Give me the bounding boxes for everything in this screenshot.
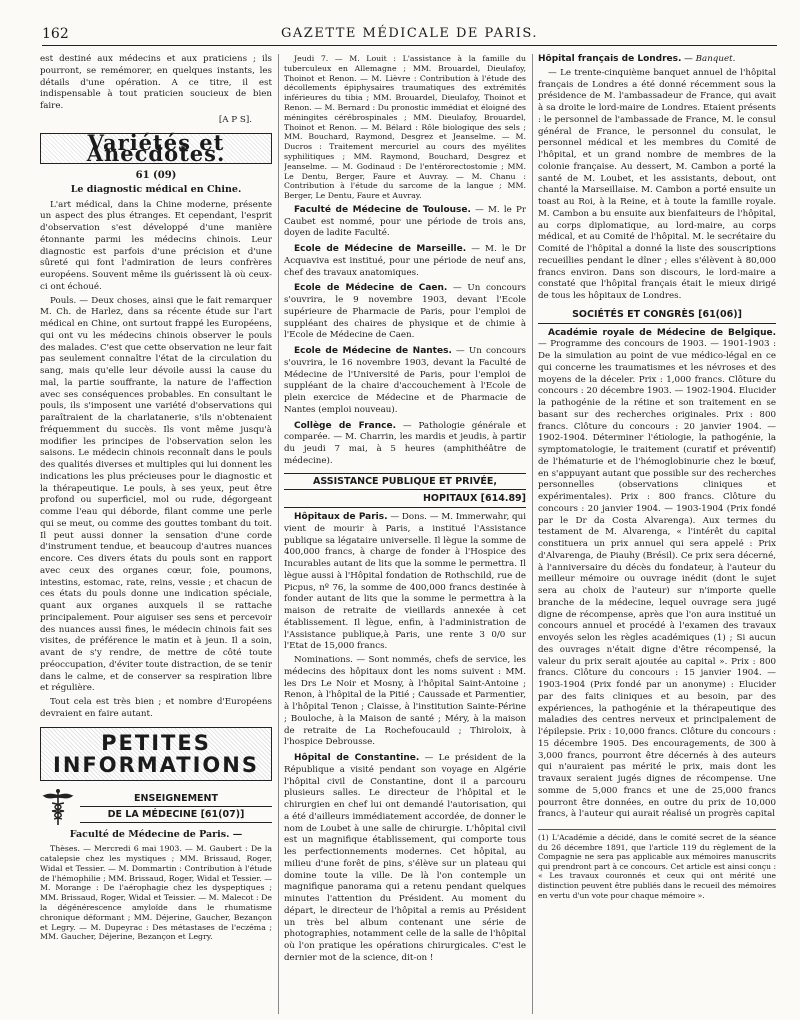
news-text: — Un concours s'ouvrira, le 16 novembre 1903, devant la Faculté de Médecine de l'Université de Paris, pour l'emploi de suppléant de la chaire d'accouchement à l'Ecole de plein exercice de Médecine et de Pharmacie de Nantes (emploi nouveau). <box>284 346 526 415</box>
news-item <box>284 346 526 417</box>
news-item <box>538 328 776 822</box>
news-text: — Le président de la République a visité pendant son voyage en Algérie l'hôpital civil de Constantine, dont il a parcouru plusieurs salles. Le directeur de l'hôpital et le chirurgien en chef lui ont demandé l'autorisation, qui a été d'ailleurs immédiatement accordée, de donner le nom de Loubet à une salle de chirurgie. L'hôpital civil est un magnifique établissement, qui comporte tous les perfectionnements modernes. Cet hôpital, au milieu d'une forêt de pins, s'élève sur un plateau qui domine toute la ville. De là l'on contemple un magnifique panorama qui a retenu pendant quelques minutes l'attention du Président. Au moment du départ, le directeur de l'hôpital a remis au Président un très bel album contenant une série de photographies, notamment celle de la salle de l'hôpital où l'on pratique les opérations chirurgicales. C'est le dernier mot de la science, dit-on ! <box>284 753 526 963</box>
footnote: (1) L'Académie a décidé, dans le comité secret de la séance du 26 décembre 1891, que l'article 119 du règlement de la Compagnie ne sera pas applicable aux mémoires manuscrits qui prendront part à ce concours. Cet article est ainsi conçu : « Les travaux couronnés et ceux qui ont mérité une distinction peuvent être publiés dans le recueil des mémoires en vertu d'un vote pour chaque mémoire ». <box>538 829 776 900</box>
news-title: Ecole de Médecine de Marseille. <box>294 244 467 255</box>
section-title: Le diagnostic médical en Chine. <box>70 183 242 195</box>
news-item <box>284 283 526 342</box>
section-number: 61 (09) <box>135 170 177 181</box>
news-title: Hôpital de Constantine. <box>294 753 420 764</box>
article-paragraph: L'art médical, dans la Chine moderne, présente un aspect des plus étranges. Et cependant, l'esprit d'observation s'est développé d'une manière étonnante parmi les médecins chinois. Leur diagnostic est parfois d'une précision et d'une sûreté qui font l'admiration de leurs confrères européens. Souvent même ils guérissent là où ceux-ci ont échoué. <box>40 199 272 292</box>
journal-title: GAZETTE MÉDICALE DE PARIS. <box>281 26 538 41</box>
societes-heading: SOCIÉTÉS ET CONGRÈS [61(06)] <box>538 309 776 324</box>
news-text: — Un concours s'ouvrira, le 9 novembre 1903, devant l'Ecole supérieure de Pharmacie de Paris, pour l'emploi de suppléant des chaires de physique et de chimie à l'Ecole de Médecine de Caen. <box>284 283 526 341</box>
intro-paragraph: est destiné aux médecins et aux praticiens ; ils pourront, se remémorer, en quelques instants, les détails d'une opération. A ce titre, il est indispensable à tout praticien soucieux de bien faire. <box>40 54 272 111</box>
news-text: — M. le Pr Caubet est nommé, pour une période de trois ans, doyen de ladite Faculté. <box>284 204 526 239</box>
theses-jeudi: Jeudi 7. — M. Louit : L'assistance à la famille du tuberculeux en Allemagne ; MM. Brouardel, Dieulafoy, Thoinot et Renon. — M. Lièvre : Contribution à l'étude des décollements épiphysaires traumatiques des extrémités inférieures du tibia ; MM. Brouardel, Dieulafoy, Thoinot et Renon. — M. Bernard : Du pronostic immédiat et éloigné des méningites cérébrospinales ; MM. Dieulafoy, Brouardel, Thoinot et Renon. — M. Bélard : Rôle biologique des sels ; MM. Bouchard, Raymond, Desgrez et Jeanselme. — M. Ducros : Traitement mercuriel au cours des myélites syphilitiques ; MM. Raymond, Bouchard, Desgrez et Jeanselme. — M. Godinaud : De l'entérorectostomie ; MM. Le Dentu, Berger, Faure et Auvray. — M. Chanu : Contribution à l'étude du sarcome de la langue ; MM. Berger, Le Dentu, Faure et Auvray. <box>284 54 526 201</box>
news-title: Ecole de Médecine de Nantes. <box>294 346 452 357</box>
news-text: — Le trente-cinquième banquet annuel de l'hôpital français de Londres a été donné récemment sous la présidence de M. l'ambassadeur de France, qui avait à sa droite le lord-maire de Londres. Etaient présents : le personnel de l'ambassade de France, M. le consul général de France, le personnel du consulat, le personnel médical et les membres du Comité de l'hôpital, et un grand nombre de membres de la colonie française. Au dessert, M. Cambon a porté la santé de M. Loubet, et les assistants, debout, ont chanté la Marseillaise. M. Cambon a porté ensuite un toast au Roi, à la Reine, et à toute la famille royale. M. Cambon a bu ensuite aux bienfaiteurs de l'hôpital, au corps diplomatique, au lord-maire, au corps médical, et au Comité de l'hôpital. M. le secrétaire du Comité de l'hôpital a donné la liste des souscriptions recueillies pendant le dîner ; elles s'élèvent à 80,000 francs environ. Dans son discours, le lord-maire a constaté que l'hôpital français était le mieux dirigé de tous les hôpitaux de Londres. <box>538 67 776 301</box>
news-text: — M. le Dr Acquaviva est institué, pour une période de neuf ans, chef des travaux anatomiques. <box>284 244 526 278</box>
page-number: 162 <box>42 26 69 42</box>
ens-line2: DE LA MÉDECINE [61(07)] <box>80 807 272 823</box>
petites-informations-banner <box>40 727 272 781</box>
news-title: Ecole de Médecine de Caen. <box>294 283 448 294</box>
news-title: Hôpitaux de Paris. <box>294 512 388 523</box>
news-item <box>284 421 526 468</box>
news-text: — Programme des concours de 1903. — 1901-1903 : De la simulation au point de vue médico-légal en ce qui concerne les traumatismes et les névroses et des moyens de la déceler. Prix : 1,000 francs. Clôture du concours : 20 décembre 1903. — 1902-1904. Elucider la pathogénie de la rétine et son traitement en se basant sur des recherches originales. Prix : 800 francs. Clôture du concours : 20 janvier 1904. — 1902-1904. Déterminer l'étiologie, la pathogénie, la symptomatologie, le traitement (curatif et préventif) de l'hématurie et de l'hémoglobinurie chez le bœuf, en s'appuyant autant que possible sur des recherches personnelles (observations cliniques et expérimentales). Prix : 800 francs. Clôture du concours : 20 janvier 1904. — 1903-1904 (Prix fondé par le Dr da Costa Alvarenga). Aux termes du testament de M. Alvarenga, « l'intérêt du capital constituera un prix annuel qui sera appelé : Prix d'Alvarenga, de Piauhy (Brésil). Ce prix sera décerné, à l'anniversaire du décès du fondateur, à l'auteur du meilleur mémoire ou ouvrage inédit (dont le sujet sera au choix de l'auteur) sur n'importe quelle branche de la médecine, lequel ouvrage sera jugé digne de récompense, après que l'on aura institué un concours annuel et procédé à l'examen des travaux envoyés selon les règles académiques (1) ; Si aucun des ouvrages n'était digne d'être récompensé, la valeur du prix serait ajoutée au capital ». Prix : 800 francs. Clôture du concours : 15 janvier 1904. — 1903-1904 (Prix fondé par un anonyme) : Elucider par des faits cliniques et au besoin, par des expériences, la pathogénie et la thérapeutique des maladies des centres nerveux et principalement de l'épilepsie. Prix : 10,000 francs. Clôture du concours : 15 décembre 1905. Des encouragements, de 300 à 3,000 francs, pourront être décernés à des auteurs qui n'auraient pas mérité le prix, mais dont les travaux seraient jugés dignes de récompense. Une somme de 5,000 francs et une de 25,000 francs pourront être données, en outre du prix de 10,000 francs, à l'auteur qui aurait réalisé un progrès capital <box>538 339 776 820</box>
enseignement-heading <box>40 787 272 827</box>
news-item <box>284 244 526 279</box>
news-title: Collège de France. <box>294 420 397 431</box>
news-title: Faculté de Médecine de Toulouse. <box>294 204 471 215</box>
banner-line: PETITES <box>101 730 211 755</box>
caduceus-icon <box>40 787 76 827</box>
ens-line1: ENSEIGNEMENT <box>80 791 272 807</box>
nominations-paragraph: Nominations. — Sont nommés, chefs de service, les médecins des hôpitaux dont les noms suivent : MM. les Drs Le Noir et Mosny, à l'hôpital Saint-Antoine ; Renon, à l'hôpital de la Pitié ; Caussade et Parmentier, à l'hôpital Tenon ; Claisse, à l'institution Sainte-Périne ; Bouloche, à la Maison de santé ; Méry, à la maison de retraite de La Rochefoucauld ; Thiroloix, à l'hospice Debrousse. <box>284 655 526 748</box>
intro-signature: [A P S]. <box>218 114 252 125</box>
column-1 <box>40 54 272 1014</box>
article-paragraph: Pouls. — Deux choses, ainsi que le fait remarquer M. Ch. de Harlez, dans sa récente étude sur l'art médical en Chine, ont surtout frappé les Européens, qui ont vu les médecins chinois observer le pouls des malades. C'est que cette observation ne leur fait pas seulement connaître l'état de la circulation du sang, mais qu'elle leur dévoile aussi la cause du mal, la partie souffrante, la nature de l'affection avec ses conséquences probables. En consultant le pouls, ils s'imposent une variété d'observations qui paraîtraient de la charlatanerie, s'ils n'obtenaient fréquemment du succès. Ils vont même jusqu'à modifier les principes de l'observation selon les saisons. Le médecin chinois reconnaît dans le pouls des qualités diverses et multiples qui lui donnent les indications les plus précieuses pour le diagnostic et la thérapeutique. Le pouls, à ses yeux, peut être profond ou superficiel, mol ou rude, dégorgeant comme l'eau qui déborde, filant comme une perle qui se meut, ou comme des gouttes tombant du toit. Il peut aussi donner la sensation d'une corde d'instrument tendue, et beaucoup d'autres nuances encore. Ces divers états du pouls sont en rapport avec ceux des organes cœur, foie, poumons, intestins, estomac, rate, reins, vessie ; et chacun de ces états du pouls donne une indication spéciale, quant aux organes auxquels il se rattache principalement. Pour aiguiser ses sens et percevoir des nuances aussi fines, le médecin chinois fait ses visites, de préférence le matin et à jeun. Il a soin, avant de s'y rendre, de mettre de côté toute préoccupation, d'éviter toute distraction, de se tenir dans le calme, et de conserver sa respiration libre et régulière. <box>40 295 272 694</box>
article-paragraph: Tout cela est très bien ; et nombre d'Européens devraient en faire autant. <box>40 697 272 719</box>
banner-line: INFORMATIONS <box>53 752 259 777</box>
column-3 <box>538 54 776 1014</box>
column-divider <box>278 54 279 1014</box>
faculte-paris-title: Faculté de Médecine de Paris. — <box>69 828 243 840</box>
column-2 <box>284 54 526 1014</box>
news-text: — Dons. — M. Immerwahr, qui vient de mourir à Paris, a institué l'Assistance publique sa légataire universelle. Il lègue la somme de 400,000 francs, à charge de fonder à l'Hospice des Incurables autant de lits que la somme le permettra. Il lègue aussi à l'Hôpital fondation de Rothschild, rue de Picpus, nº 76, la somme de 400,000 francs destinée à fonder autant de lits que la somme le permettra à la maison de retraite de vieillards annexée à cet établissement. Il lègue, enfin, à l'administration de l'Assistance publique,à Paris, une rente 3 0/0 sur l'Etat de 15,000 francs. <box>284 512 526 652</box>
news-item <box>538 54 776 66</box>
news-text: — Pathologie générale et comparée. — M. Charrin, les mardis et jeudis, à partir du jeudi 7 mai, à 5 heures (amphithéâtre de médecine). <box>284 420 526 466</box>
page-header <box>42 26 777 46</box>
news-subtitle: — Banquet. <box>681 54 736 64</box>
news-item <box>284 753 526 965</box>
hopitaux-heading: HOPITAUX [614.89] <box>284 493 526 508</box>
news-item <box>284 205 526 240</box>
assistance-heading: ASSISTANCE PUBLIQUE ET PRIVÉE, <box>284 473 526 491</box>
news-item <box>284 512 526 653</box>
varietes-banner: Variétés et Anecdotes. <box>40 133 272 165</box>
news-title: Académie royale de Médecine de Belgique. <box>548 327 776 338</box>
news-title: Hôpital français de Londres. <box>538 54 682 64</box>
column-divider <box>532 54 533 1014</box>
theses-list: Thèses. — Mercredi 6 mai 1903. — M. Gaubert : De la catalepsie chez les mystiques ; MM. Brissaud, Roger, Widal et Tessier. — M. Dommartin : Contribution à l'étude de l'hémophilie ; MM. Brissaud, Roger, Widal et Tessier. — M. Morange : De l'aérophagie chez les dyspeptiques ; MM. Brissaud, Roger, Widal et Teissier. — M. Malecot : De la dégénérescence amyloïde dans le rhumatisme chronique déformant ; MM. Déjerine, Gaucher, Bezançon et Legry. — M. Dupeyrac : Des métastases de l'eczéma ; MM. Gaucher, Déjerine, Bezançon et Legry. <box>40 844 272 942</box>
